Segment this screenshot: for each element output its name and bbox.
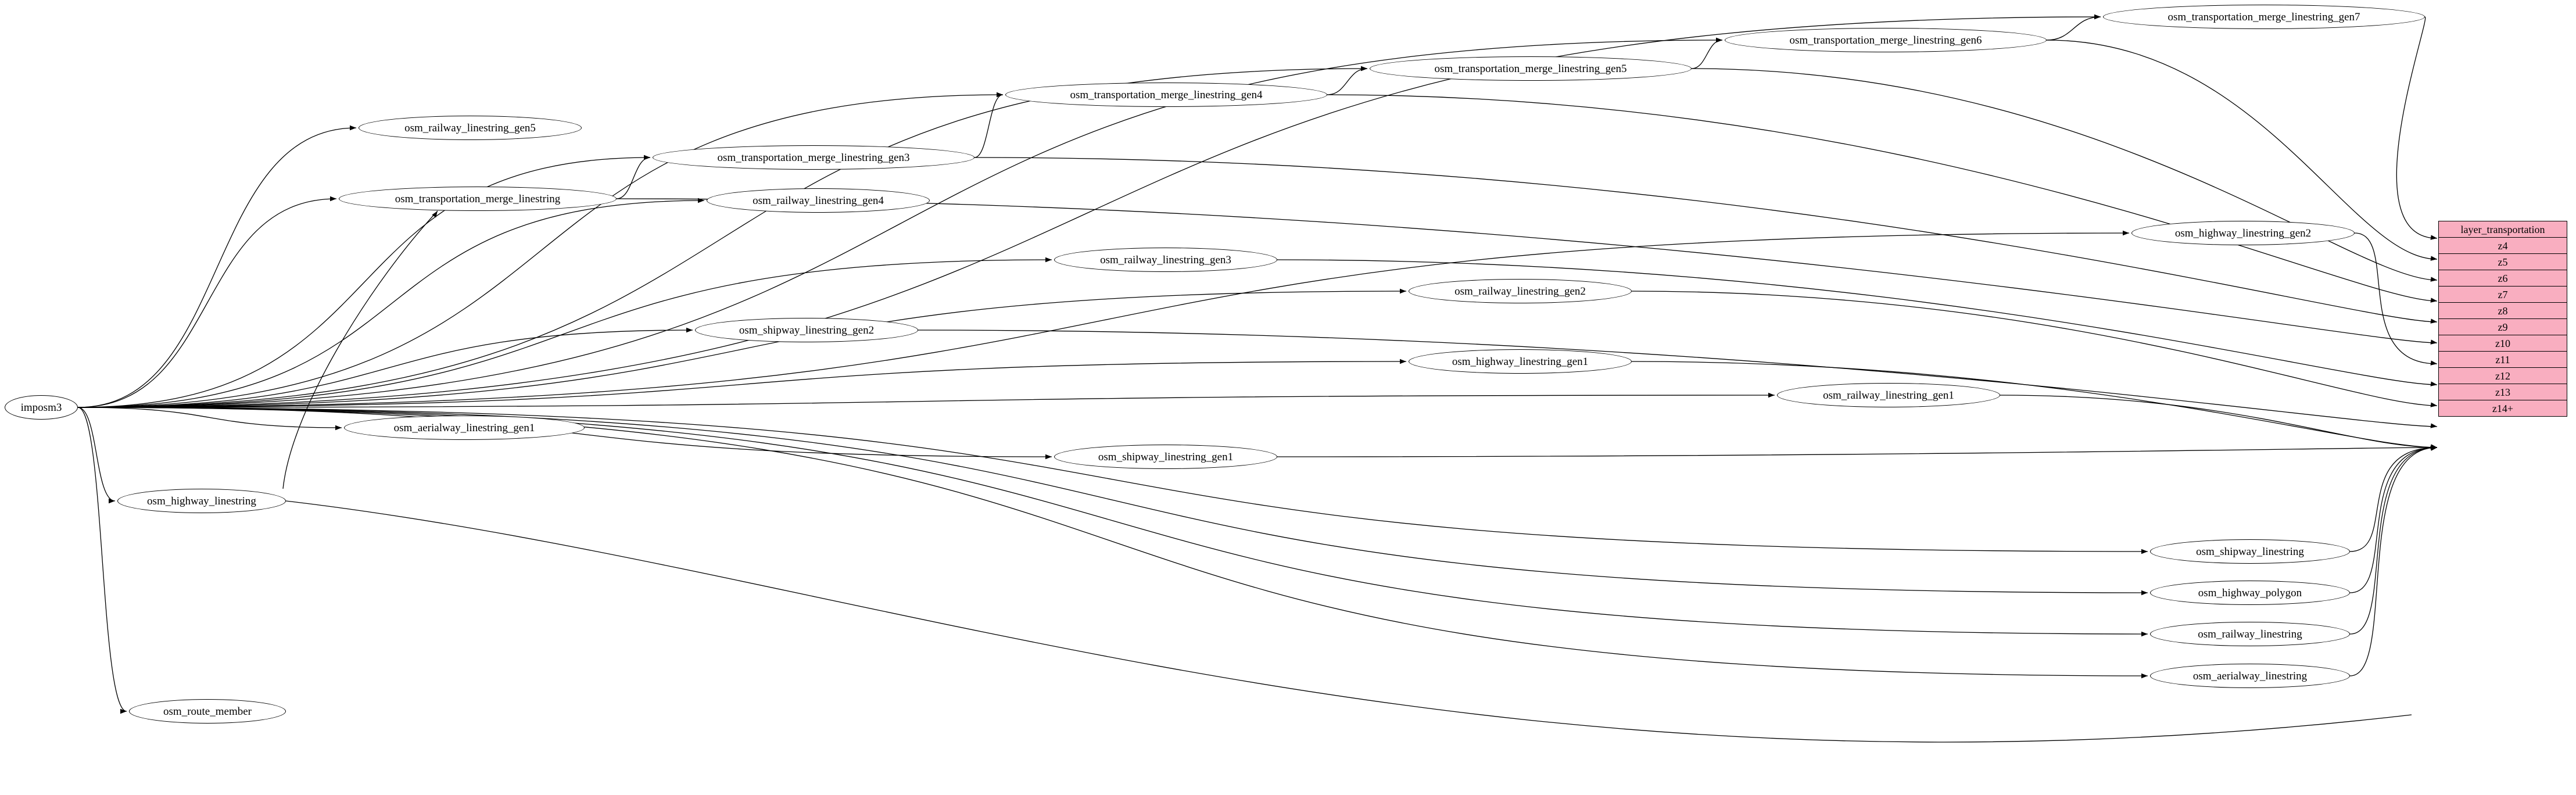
node-label: osm_railway_linestring_gen2 bbox=[1454, 285, 1586, 298]
edge bbox=[78, 17, 2101, 407]
node-osm-railway-linestring-gen1[interactable] bbox=[1777, 383, 2000, 407]
edge-arrowhead bbox=[1768, 393, 1775, 398]
edge bbox=[78, 128, 356, 407]
edge bbox=[283, 211, 438, 489]
edge-arrowhead bbox=[1716, 38, 1722, 42]
node-label: osm_aerialway_linestring_gen1 bbox=[393, 421, 535, 434]
node-label: osm_railway_linestring_gen3 bbox=[1100, 253, 1231, 266]
edge-arrowhead bbox=[2431, 444, 2438, 449]
layer-zoom-row-z7: z7 bbox=[2439, 287, 2567, 303]
node-label: osm_highway_linestring_gen2 bbox=[2174, 227, 2312, 239]
node-osm-transportation-merge-linestring[interactable] bbox=[339, 187, 617, 211]
node-osm-aerialway-linestring[interactable] bbox=[2150, 664, 2350, 688]
edge bbox=[1327, 95, 2437, 301]
edge-arrowhead bbox=[2431, 360, 2438, 365]
node-osm-aerialway-linestring-gen1[interactable] bbox=[344, 416, 585, 440]
node-label: osm_transportation_merge_linestring_gen5 bbox=[1434, 62, 1627, 75]
layer-zoom-row-z4: z4 bbox=[2439, 238, 2567, 254]
edge-arrowhead bbox=[432, 211, 438, 217]
edge-arrowhead bbox=[1400, 289, 1406, 293]
layer-zoom-row-z9: z9 bbox=[2439, 319, 2567, 335]
edge-arrowhead bbox=[2431, 339, 2438, 344]
edge bbox=[617, 199, 2437, 343]
edge-arrowhead bbox=[2431, 446, 2438, 450]
edge-arrowhead bbox=[120, 709, 127, 714]
edge bbox=[617, 157, 650, 199]
edge bbox=[1692, 40, 1722, 69]
layer-transportation-box[interactable] bbox=[2438, 221, 2567, 417]
edge-arrowhead bbox=[2141, 590, 2148, 595]
edge-arrowhead bbox=[2431, 423, 2438, 428]
node-osm-highway-linestring-gen2[interactable] bbox=[2131, 221, 2355, 245]
edge bbox=[78, 407, 2148, 634]
edge-arrowhead bbox=[1361, 66, 1367, 71]
edge bbox=[78, 291, 1406, 407]
edge bbox=[1632, 361, 2437, 447]
node-label: osm_aerialway_linestring bbox=[2192, 669, 2308, 682]
edge-arrowhead bbox=[997, 92, 1003, 97]
node-osm-transportation-merge-linestring-gen3[interactable] bbox=[653, 145, 974, 170]
node-label: osm_highway_linestring_gen1 bbox=[1452, 355, 1589, 368]
edge-arrowhead bbox=[2141, 549, 2148, 554]
edge bbox=[1692, 69, 2437, 280]
edge-arrowhead bbox=[644, 155, 650, 160]
edge-arrowhead bbox=[2141, 674, 2148, 678]
node-osm-railway-linestring-gen2[interactable] bbox=[1409, 279, 1632, 303]
edge-arrowhead bbox=[1045, 454, 1052, 459]
node-label: osm_route_member bbox=[163, 705, 252, 718]
edge-arrowhead bbox=[2123, 231, 2129, 235]
edge-arrowhead bbox=[2431, 402, 2438, 407]
edge bbox=[2000, 395, 2437, 447]
edge bbox=[2350, 447, 2437, 676]
node-osm-highway-linestring-gen1[interactable] bbox=[1409, 349, 1632, 374]
edge-arrowhead bbox=[350, 126, 356, 130]
node-osm-transportation-merge-linestring-gen7[interactable] bbox=[2103, 5, 2425, 29]
edge-arrowhead bbox=[2431, 446, 2438, 450]
edge bbox=[78, 95, 1003, 407]
edge bbox=[78, 69, 1367, 407]
edge bbox=[2350, 447, 2437, 634]
node-label: osm_shipway_linestring_gen2 bbox=[739, 324, 875, 336]
layer-zoom-row-z10: z10 bbox=[2439, 335, 2567, 352]
edge bbox=[78, 407, 342, 428]
node-label: osm_railway_linestring_gen1 bbox=[1823, 389, 1954, 402]
node-osm-railway-linestring-gen3[interactable] bbox=[1054, 248, 1277, 272]
edge bbox=[78, 200, 704, 407]
edge-arrowhead bbox=[2094, 15, 2101, 19]
edge-arrowhead bbox=[2431, 235, 2438, 239]
node-label: osm_railway_linestring_gen4 bbox=[753, 194, 884, 207]
edge-arrowhead bbox=[2431, 446, 2438, 450]
node-label: osm_transportation_merge_linestring_gen4 bbox=[1070, 88, 1263, 101]
edge-arrowhead bbox=[1716, 38, 1722, 42]
edge-arrowhead bbox=[2431, 256, 2438, 260]
layer-box-header: layer_transportation bbox=[2439, 221, 2567, 238]
node-label: imposm3 bbox=[20, 401, 62, 414]
edge bbox=[78, 395, 1775, 407]
edge-arrowhead bbox=[2431, 446, 2438, 450]
node-label: osm_transportation_merge_linestring_gen7 bbox=[2167, 10, 2360, 23]
layer-zoom-row-z5: z5 bbox=[2439, 254, 2567, 270]
edge-arrowhead bbox=[686, 328, 693, 332]
node-osm-transportation-merge-linestring-gen5[interactable] bbox=[1370, 56, 1692, 81]
edge-arrowhead bbox=[335, 425, 342, 430]
edge-arrowhead bbox=[1045, 257, 1052, 262]
node-imposm3[interactable] bbox=[5, 395, 78, 420]
edge bbox=[974, 95, 1003, 157]
layer-zoom-row-z12: z12 bbox=[2439, 368, 2567, 384]
node-osm-transportation-merge-linestring-gen4[interactable] bbox=[1005, 83, 1327, 107]
layer-zoom-row-z8: z8 bbox=[2439, 303, 2567, 319]
edge-arrowhead bbox=[698, 198, 704, 203]
edge-arrowhead bbox=[2431, 318, 2438, 323]
edge bbox=[1632, 291, 2437, 406]
node-osm-highway-polygon[interactable] bbox=[2150, 581, 2350, 605]
edge-arrowhead bbox=[1400, 359, 1406, 364]
edge-arrowhead bbox=[2431, 381, 2438, 386]
edge bbox=[78, 199, 336, 407]
node-osm-shipway-linestring[interactable] bbox=[2150, 539, 2350, 564]
edge bbox=[1327, 69, 1367, 95]
node-osm-railway-linestring-gen5[interactable] bbox=[359, 116, 582, 140]
node-label: osm_transportation_merge_linestring_gen6 bbox=[1789, 34, 1982, 46]
edge-arrowhead bbox=[2094, 15, 2101, 19]
edge bbox=[2355, 233, 2437, 364]
edge-arrowhead bbox=[997, 92, 1003, 97]
edge-arrowhead bbox=[2431, 446, 2438, 450]
edge bbox=[78, 407, 127, 711]
edge-arrowhead bbox=[330, 196, 336, 201]
edge-arrowhead bbox=[1361, 66, 1367, 71]
layer-zoom-row-z14plus: z14+ bbox=[2492, 403, 2514, 414]
node-label: osm_transportation_merge_linestring_gen3 bbox=[717, 151, 910, 164]
edge bbox=[2350, 447, 2437, 593]
node-label: osm_railway_linestring bbox=[2198, 628, 2302, 640]
node-label: osm_highway_linestring bbox=[147, 495, 256, 507]
edge-arrowhead bbox=[2431, 444, 2438, 449]
edge bbox=[78, 407, 115, 501]
node-osm-transportation-merge-linestring-gen6[interactable] bbox=[1725, 28, 2047, 52]
edge bbox=[1277, 447, 2437, 457]
node-label: osm_railway_linestring_gen5 bbox=[404, 121, 536, 134]
edge-arrowhead bbox=[2431, 277, 2438, 281]
node-label: osm_shipway_linestring bbox=[2196, 545, 2304, 558]
node-osm-highway-linestring[interactable] bbox=[117, 489, 286, 513]
layer-zoom-row-z6: z6 bbox=[2439, 270, 2567, 287]
edge-arrowhead bbox=[2431, 298, 2438, 302]
edge-arrowhead bbox=[644, 155, 650, 160]
node-osm-railway-linestring[interactable] bbox=[2150, 622, 2350, 646]
edge bbox=[78, 330, 693, 407]
edge bbox=[286, 501, 2412, 742]
node-label: osm_transportation_merge_linestring bbox=[395, 192, 561, 205]
node-label: osm_highway_polygon bbox=[2198, 586, 2302, 599]
edge bbox=[918, 330, 2437, 427]
node-label: osm_shipway_linestring_gen1 bbox=[1098, 450, 1234, 463]
edge bbox=[2350, 447, 2437, 552]
edge bbox=[78, 361, 1406, 407]
edge bbox=[2396, 17, 2437, 238]
edge-arrowhead bbox=[2141, 632, 2148, 636]
edge bbox=[2047, 17, 2101, 40]
node-osm-route-member[interactable] bbox=[129, 699, 286, 724]
layer-zoom-row-z13: z13 bbox=[2439, 384, 2567, 400]
layer-zoom-row-z11: z11 bbox=[2439, 352, 2567, 368]
node-osm-shipway-linestring-gen1[interactable] bbox=[1054, 445, 1277, 469]
node-osm-railway-linestring-gen4[interactable] bbox=[707, 188, 930, 213]
node-osm-shipway-linestring-gen2[interactable] bbox=[695, 318, 918, 342]
edge-arrowhead bbox=[109, 499, 115, 503]
